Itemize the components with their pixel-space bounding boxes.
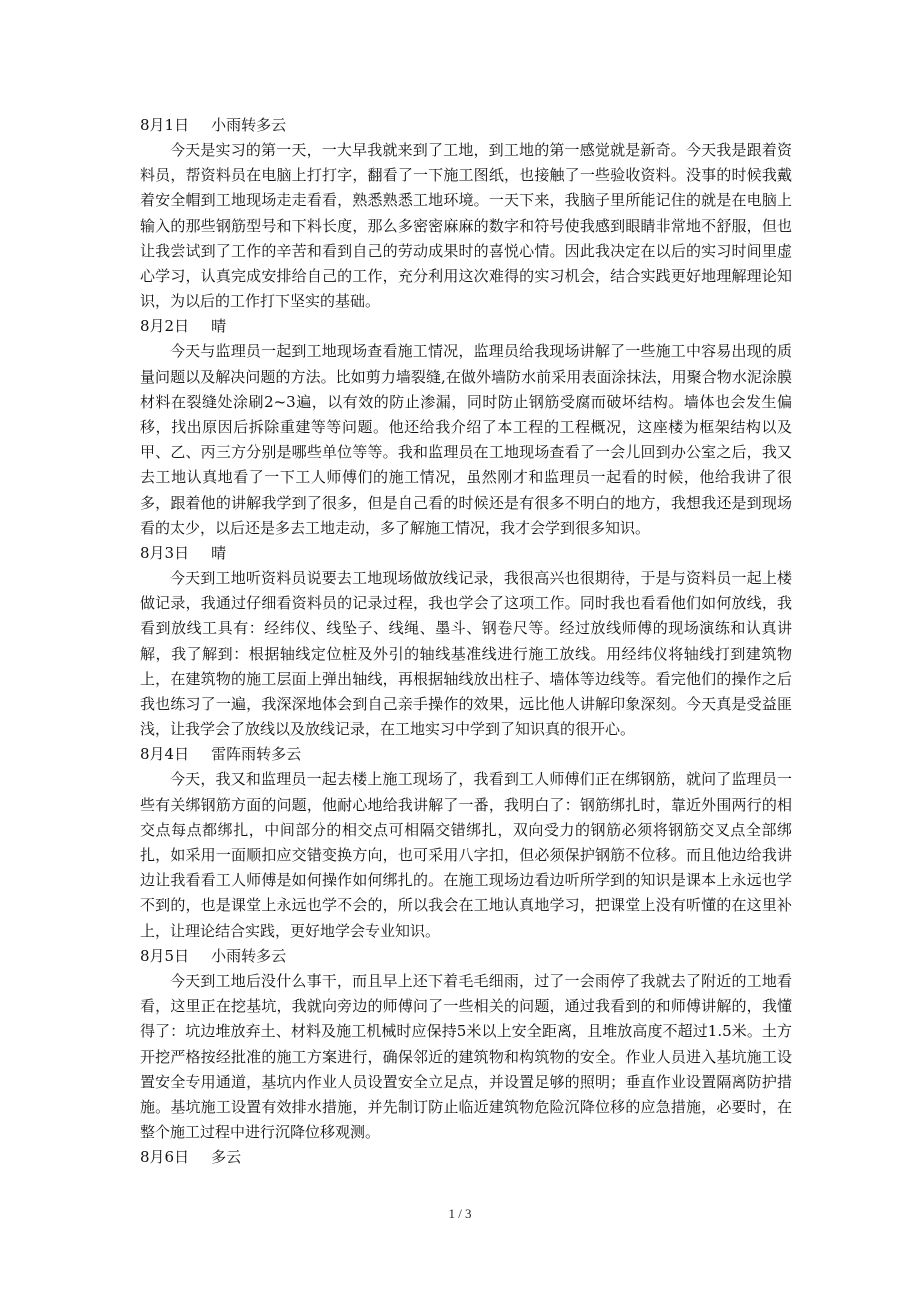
entry-header xyxy=(140,742,792,767)
entry-text: 今天，我又和监理员一起去楼上施工现场了，我看到工人师傅们正在绑钢筋，就问了监理员一些有关绑钢筋方面的问题，他耐心地给我讲解了一番，我明白了：钢筋绑扎时，靠近外围两行的相交点每点都绑扎，中间部分的相交点可相隔交错绑扎，双向受力的钢筋必须将钢筋交叉点全部绑扎，如采用一面顺扣应交错变换方向，也可采用八字扣，但必须保护钢筋不位移。而且他边给我讲边让我看看工人师傅是如何操作如何绑扎的。在施工现场边看边听所学到的知识是课本上永远也学不到的，也是课堂上永远也学不会的，所以我会在工地认真地学习，把课堂上没有听懂的在这里补上，让理论结合实践，更好地学会专业知识。 xyxy=(140,770,792,940)
entry-weather: 多云 xyxy=(211,1148,242,1167)
diary-content xyxy=(140,113,792,1170)
entry-header xyxy=(140,541,792,566)
entry-text: 今天与监理员一起到工地现场查看施工情况，监理员给我现场讲解了一些施工中容易出现的质量问题以及解决问题的方法。比如剪力墙裂缝,在做外墙防水前采用表面涂抹法，用聚合物水泥涂膜材料在裂缝处涂刷2~3遍，以有效的防止渗漏，同时防止钢筋受腐而破坏结构。墙体也会发生偏移，找出原因后拆除重建等等问题。他还给我介绍了本工程的工程概况，这座楼为框架结构以及甲、乙、丙三方分别是哪些单位等等。我和监理员在工地现场查看了一会儿回到办公室之后，我又去工地认真地看了一下工人师傅们的施工情况，虽然刚才和监理员一起看的时候，他给我讲了很多，跟着他的讲解我学到了很多，但是自己看的时候还是有很多不明白的地方，我想我还是到现场看的太少，以后还是多去工地走动，多了解施工情况，我才会学到很多知识。 xyxy=(140,342,792,537)
entry-date: 8月4日 xyxy=(140,745,190,764)
entry-date: 8月3日 xyxy=(140,544,190,563)
entry-text: 今天到工地后没什么事干，而且早上还下着毛毛细雨，过了一会雨停了我就去了附近的工地看看，这里正在挖基坑，我就向旁边的师傅问了一些相关的问题，通过我看到的和师傅讲解的，我懂得了：坑边堆放弃土、材料及施工机械时应保持5米以上安全距离，且堆放高度不超过1.5米。土方开挖严格按经批准的施工方案进行，确保邻近的建筑物和构筑物的安全。作业人员进入基坑施工设置安全专用通道，基坑内作业人员设置安全立足点，并设置足够的照明；垂直作业设置隔离防护措施。基坑施工设置有效排水措施，并先制订防止临近建筑物危险沉降位移的应急措施，必要时，在整个施工过程中进行沉降位移观测。 xyxy=(140,971,792,1142)
entry-header xyxy=(140,113,792,138)
entry-date: 8月1日 xyxy=(140,116,190,134)
entry-date: 8月2日 xyxy=(140,317,190,336)
entry-date: 8月6日 xyxy=(140,1148,190,1167)
entry-header xyxy=(140,1145,792,1170)
entry-weather: 晴 xyxy=(211,317,227,336)
page-number: 1 / 3 xyxy=(448,1206,472,1221)
entry-text: 今天是实习的第一天，一大早我就来到了工地，到工地的第一感觉就是新奇。今天我是跟着资料员，帮资料员在电脑上打打字，翻看了一下施工图纸，也接触了一些验收资料。没事的时候我戴着安全帽到工地现场走走看看，熟悉熟悉工地环境。一天下来，我脑子里所能记住的就是在电脑上输入的那些钢筋型号和下料长度，那么多密密麻麻的数字和符号使我感到眼睛非常地不舒服，但也让我尝试到了工作的辛苦和看到自己的劳动成果时的喜悦心情。因此我决定在以后的实习时间里虚心学习，认真完成安排给自己的工作，充分利用这次难得的实习机会，结合实践更好地理解理论知识，为以后的工作打下坚实的基础。 xyxy=(140,141,792,311)
entry-header xyxy=(140,314,792,339)
entry-header xyxy=(140,944,792,969)
entry-weather: 小雨转多云 xyxy=(211,116,287,134)
entry-weather: 雷阵雨转多云 xyxy=(211,745,302,764)
entry-weather: 晴 xyxy=(211,544,227,563)
entry-text: 今天到工地听资料员说要去工地现场做放线记录，我很高兴也很期待，于是与资料员一起上楼做记录，我通过仔细看资料员的记录过程，我也学会了这项工作。同时我也看看他们如何放线，我看到放线工具有：经纬仪、线坠子、线绳、墨斗、钢卷尺等。经过放线师傅的现场演练和认真讲解，我了解到：根据轴线定位桩及外引的轴线基准线进行施工放线。用经纬仪将轴线打到建筑物上，在建筑物的施工层面上弹出轴线，再根据轴线放出柱子、墙体等边线等。看完他们的操作之后我也练习了一遍，我深深地体会到自己亲手操作的效果，远比他人讲解印象深刻。今天真是受益匪浅，让我学会了放线以及放线记录，在工地实习中学到了知识真的很开心。 xyxy=(140,569,792,739)
entry-weather: 小雨转多云 xyxy=(211,946,287,965)
entry-date: 8月5日 xyxy=(140,946,190,965)
